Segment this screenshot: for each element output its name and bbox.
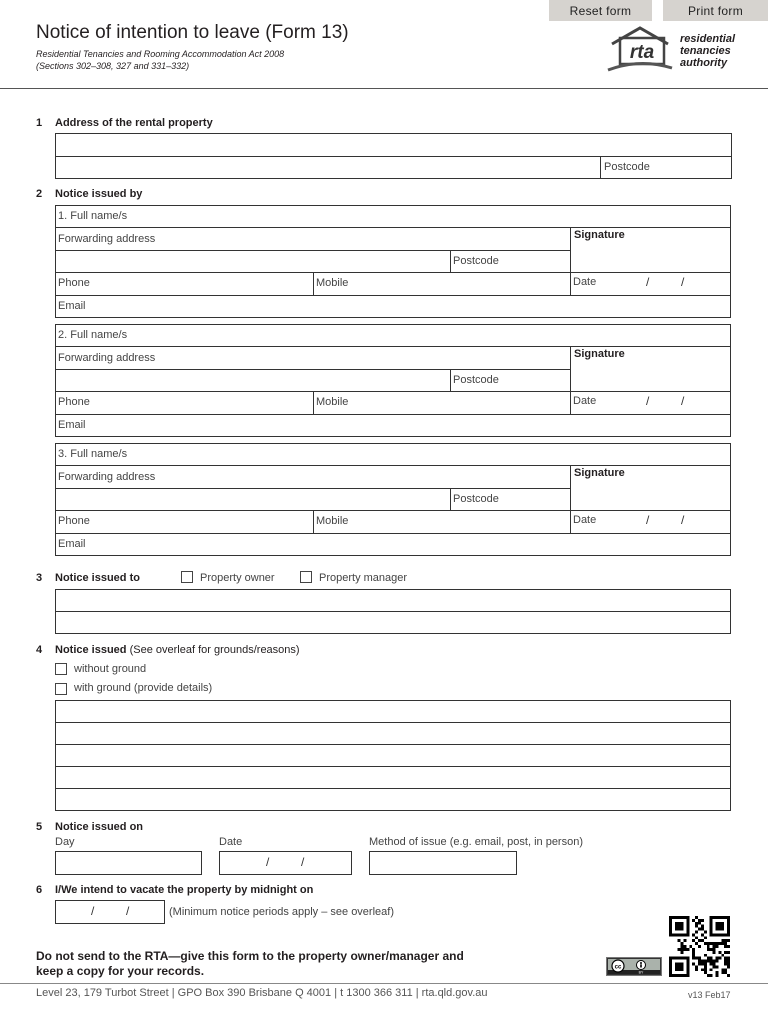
ground-details-input[interactable] <box>56 701 730 810</box>
do-not-send-notice <box>36 949 464 979</box>
header-divider <box>0 88 768 89</box>
person-1-full-name-label: 1. Full name/s <box>58 210 128 222</box>
person-1-signature-input[interactable] <box>571 228 730 272</box>
with-ground-checkbox[interactable] <box>55 683 67 695</box>
person-2-phone-input[interactable] <box>56 392 312 413</box>
person-2-mobile-label: Mobile <box>316 396 349 408</box>
person-3-signature-input[interactable] <box>571 466 730 510</box>
person-2-email-input[interactable] <box>56 415 730 436</box>
property-address-line-1-input[interactable] <box>56 134 731 155</box>
person-3-date-slash-2: / <box>681 513 685 527</box>
vacate-date-slash-2: / <box>126 904 130 918</box>
without-ground-label: without ground <box>74 663 147 675</box>
person-2-phone-label: Phone <box>58 396 90 408</box>
without-ground-checkbox[interactable] <box>55 663 67 675</box>
logo-line-3: authority <box>680 57 728 69</box>
rta-logo-icon <box>606 24 676 72</box>
reset-form-button[interactable]: Reset form <box>549 0 652 21</box>
creative-commons-badge <box>606 957 662 976</box>
logo-text <box>680 33 735 69</box>
logo-line-1: residential <box>680 33 736 45</box>
property-postcode-input[interactable] <box>601 157 731 178</box>
person-2-signature-input[interactable] <box>571 347 730 391</box>
footer-address: Level 23, 179 Turbot Street | GPO Box 390 Brisbane Q 4001 | t 1300 366 311 | rta.qld.gov.au <box>36 987 488 999</box>
issue-date-slash-1: / <box>266 855 270 869</box>
person-2-date-slash-2: / <box>681 394 685 408</box>
person-1-date-slash-1: / <box>646 275 650 289</box>
issue-day-input[interactable] <box>55 851 202 875</box>
person-1-mobile-label: Mobile <box>316 277 349 289</box>
recipient-line-1-input[interactable] <box>56 590 730 610</box>
person-1-full-name-input[interactable] <box>56 206 730 227</box>
issue-date-label: Date <box>219 836 243 848</box>
issue-date-input[interactable] <box>219 851 352 875</box>
property-owner-label: Property owner <box>200 572 275 584</box>
footer-divider <box>0 983 768 984</box>
issue-day-label: Day <box>55 836 75 848</box>
person-1-address-line-2-input[interactable] <box>56 251 449 272</box>
person-1-date-label: Date <box>573 276 597 288</box>
person-1-phone-label: Phone <box>58 277 90 289</box>
notice-line-1: Do not send to the RTA—give this form to the property owner/manager and <box>36 949 464 963</box>
section-2-number: 2 <box>36 188 43 200</box>
issue-date-slash-2: / <box>301 855 305 869</box>
person-1-mobile-input[interactable] <box>314 273 569 294</box>
title-form-number: (Form 13) <box>265 22 349 43</box>
property-manager-label: Property manager <box>319 572 408 584</box>
person-3-phone-label: Phone <box>58 515 90 527</box>
print-form-button[interactable]: Print form <box>663 0 768 21</box>
issue-method-input[interactable] <box>369 851 517 875</box>
person-3-mobile-input[interactable] <box>314 511 569 532</box>
form-version: v13 Feb17 <box>688 990 731 1000</box>
qr-code-icon <box>668 916 731 977</box>
person-3-postcode-input[interactable] <box>451 489 569 510</box>
person-1-email-input[interactable] <box>56 296 730 317</box>
person-2-postcode-input[interactable] <box>451 370 569 391</box>
notice-line-2: keep a copy for your records. <box>36 964 205 978</box>
person-1-date-slash-2: / <box>681 275 685 289</box>
minimum-notice-note: (Minimum notice periods apply – see overleaf) <box>169 906 394 918</box>
person-1-date-input[interactable] <box>600 273 730 294</box>
person-2-address-line-2-input[interactable] <box>56 370 449 391</box>
person-3-full-name-label: 3. Full name/s <box>58 448 128 460</box>
cc-by-mark: BY <box>638 970 644 975</box>
person-2-date-slash-1: / <box>646 394 650 408</box>
person-3-mobile-label: Mobile <box>316 515 349 527</box>
section-5-label: Notice issued on <box>55 821 144 833</box>
person-3-date-slash-1: / <box>646 513 650 527</box>
person-3-forwarding-address-input[interactable] <box>56 466 569 487</box>
section-6-label: I/We intend to vacate the property by midnight on <box>55 884 314 896</box>
person-3-date-label: Date <box>573 514 597 526</box>
property-owner-checkbox[interactable] <box>181 571 193 583</box>
person-1-postcode-input[interactable] <box>451 251 569 272</box>
person-1-phone-input[interactable] <box>56 273 312 294</box>
section-6-number: 6 <box>36 884 43 896</box>
person-2-forwarding-address-input[interactable] <box>56 347 569 368</box>
person-3-forwarding-address-label: Forwarding address <box>58 471 156 483</box>
person-2-forwarding-address-label: Forwarding address <box>58 352 156 364</box>
property-postcode-label: Postcode <box>604 161 650 173</box>
vacate-date-slash-1: / <box>91 904 95 918</box>
vacate-date-input[interactable] <box>55 900 165 924</box>
person-3-full-name-input[interactable] <box>56 444 730 465</box>
person-1-forwarding-address-label: Forwarding address <box>58 233 156 245</box>
person-3-signature-label: Signature <box>574 467 625 479</box>
person-2-signature-label: Signature <box>574 348 625 360</box>
person-3-address-line-2-input[interactable] <box>56 489 449 510</box>
legislation-reference <box>36 48 284 72</box>
person-2-full-name-label: 2. Full name/s <box>58 329 128 341</box>
page-title <box>36 22 349 44</box>
property-manager-checkbox[interactable] <box>300 571 312 583</box>
person-3-postcode-label: Postcode <box>453 493 499 505</box>
section-5-number: 5 <box>36 821 43 833</box>
section-3-number: 3 <box>36 572 43 584</box>
section-2-label: Notice issued by <box>55 188 143 200</box>
person-2-postcode-label: Postcode <box>453 374 499 386</box>
act-sections: (Sections 302–308, 327 and 331–332) <box>36 61 190 71</box>
section-1-number: 1 <box>36 117 43 129</box>
person-3-phone-input[interactable] <box>56 511 312 532</box>
person-1-email-label: Email <box>58 300 86 312</box>
act-name: Residential Tenancies and Rooming Accommodation Act 2008 <box>36 49 285 59</box>
issue-method-label: Method of issue (e.g. email, post, in person) <box>369 836 583 848</box>
recipient-line-2-input[interactable] <box>56 612 730 633</box>
section-3-label: Notice issued to <box>55 572 140 584</box>
person-3-email-label: Email <box>58 538 86 550</box>
title-main: Notice of intention to leave <box>36 22 260 43</box>
property-address-line-2-input[interactable] <box>56 157 599 178</box>
section-4-title: Notice issued <box>55 644 127 656</box>
section-1-label: Address of the rental property <box>55 117 213 129</box>
person-1-postcode-label: Postcode <box>453 255 499 267</box>
with-ground-label: with ground (provide details) <box>74 682 213 694</box>
section-4-number: 4 <box>36 644 43 656</box>
person-3-email-input[interactable] <box>56 534 730 555</box>
logo-mark: rta <box>629 42 655 63</box>
person-1-signature-label: Signature <box>574 229 625 241</box>
cc-mark: cc <box>614 964 622 971</box>
person-2-full-name-input[interactable] <box>56 325 730 346</box>
person-2-mobile-input[interactable] <box>314 392 569 413</box>
person-2-date-input[interactable] <box>600 392 730 413</box>
section-4-label <box>55 644 300 656</box>
section-4-note: (See overleaf for grounds/reasons) <box>129 644 300 656</box>
person-2-date-label: Date <box>573 395 597 407</box>
person-2-email-label: Email <box>58 419 86 431</box>
person-1-forwarding-address-input[interactable] <box>56 228 569 249</box>
person-3-date-input[interactable] <box>600 511 730 532</box>
logo-line-2: tenancies <box>680 45 731 57</box>
